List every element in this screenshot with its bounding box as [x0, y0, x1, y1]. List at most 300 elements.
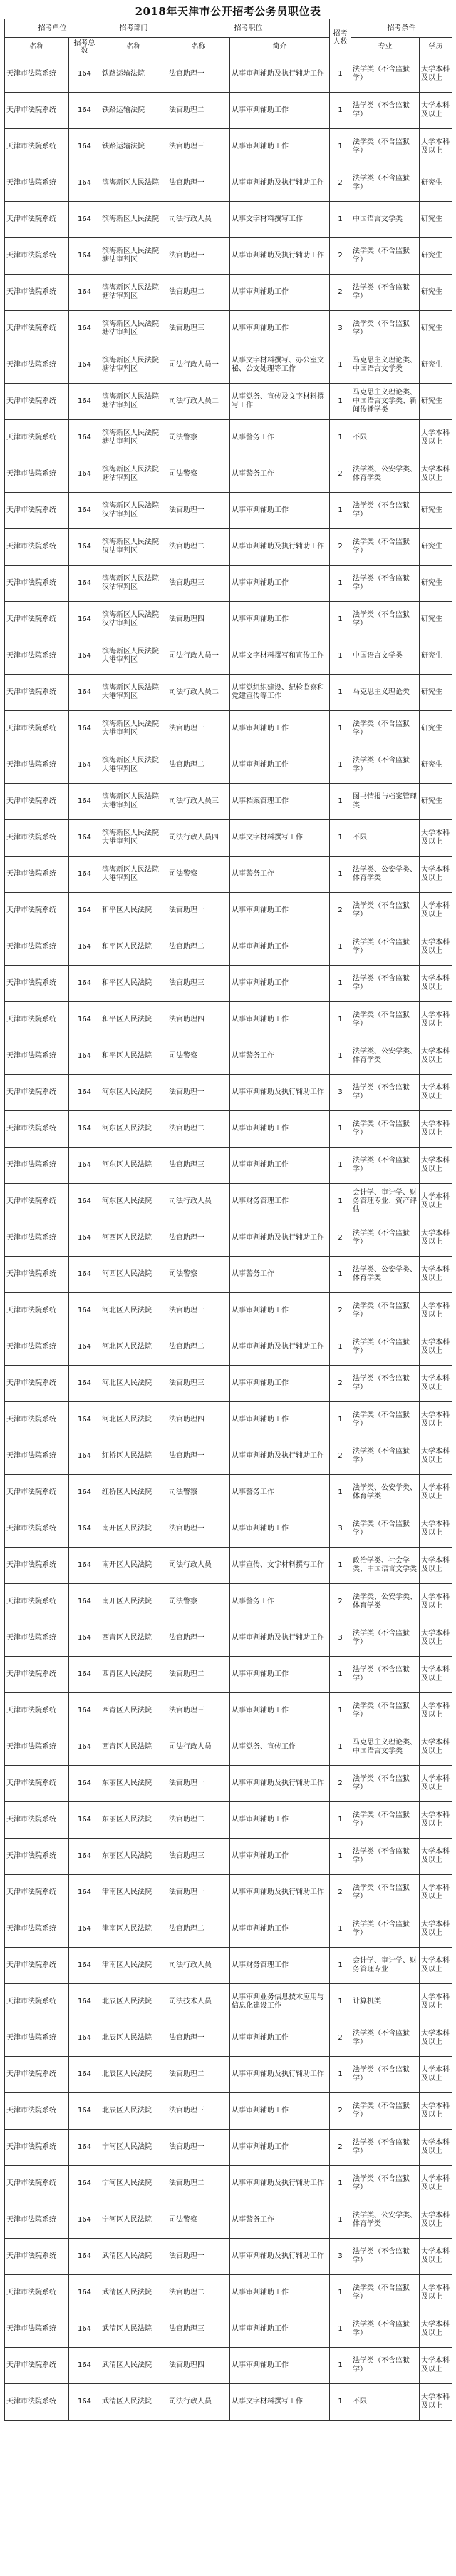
major-cell: 法学类、公安学类、体育学类 — [351, 1475, 420, 1511]
education-cell: 大学本科及以上 — [420, 129, 452, 165]
intro-cell: 从事审判辅助及执行辅助工作 — [230, 1875, 330, 1911]
education-cell: 研究生 — [420, 238, 452, 275]
total-cell: 164 — [69, 747, 100, 784]
count-cell: 2 — [330, 238, 351, 275]
intro-cell: 从事警务工作 — [230, 420, 330, 456]
table-row — [5, 566, 452, 602]
count-cell: 1 — [330, 857, 351, 893]
major-cell: 法学类（不含监狱学） — [351, 1075, 420, 1111]
education-cell: 大学本科及以上 — [420, 420, 452, 456]
table-row — [5, 493, 452, 529]
position-cell: 法官助理一 — [167, 1220, 230, 1257]
count-cell: 1 — [330, 93, 351, 129]
education-cell: 大学本科及以上 — [420, 2166, 452, 2202]
table-row — [5, 2239, 452, 2275]
major-cell: 法学类、公安学类、体育学类 — [351, 2202, 420, 2239]
education-cell: 研究生 — [420, 202, 452, 238]
education-cell: 大学本科及以上 — [420, 1693, 452, 1729]
major-cell: 法学类（不含监狱学） — [351, 2348, 420, 2384]
total-cell: 164 — [69, 493, 100, 529]
table-row — [5, 2057, 452, 2093]
table-row — [5, 1948, 452, 1984]
major-cell: 法学类（不含监狱学） — [351, 929, 420, 966]
intro-cell: 从事审判辅助工作 — [230, 493, 330, 529]
dept-cell: 和平区人民法院 — [100, 893, 167, 929]
unit-name-cell: 天津市法院系统 — [5, 929, 69, 966]
total-cell: 164 — [69, 602, 100, 638]
count-cell: 3 — [330, 1620, 351, 1657]
intro-cell: 从事审判辅助工作 — [230, 311, 330, 347]
dept-cell: 北辰区人民法院 — [100, 2057, 167, 2093]
count-cell: 3 — [330, 1075, 351, 1111]
intro-cell: 从事审判辅助工作 — [230, 1402, 330, 1438]
major-cell: 法学类（不含监狱学） — [351, 1875, 420, 1911]
total-cell: 164 — [69, 1948, 100, 1984]
dept-cell: 宁河区人民法院 — [100, 2130, 167, 2166]
position-cell: 司法行政人员 — [167, 1184, 230, 1220]
intro-cell: 从事审判辅助及执行辅助工作 — [230, 165, 330, 202]
unit-name-cell: 天津市法院系统 — [5, 384, 69, 420]
major-cell: 法学类（不含监狱学） — [351, 1220, 420, 1257]
count-cell: 2 — [330, 1438, 351, 1475]
dept-cell: 东丽区人民法院 — [100, 1802, 167, 1839]
unit-name-cell: 天津市法院系统 — [5, 311, 69, 347]
unit-name-cell: 天津市法院系统 — [5, 2166, 69, 2202]
unit-name-cell: 天津市法院系统 — [5, 1766, 69, 1802]
intro-cell: 从事审判辅助工作 — [230, 1657, 330, 1693]
position-cell: 法官助理一 — [167, 1511, 230, 1548]
total-cell: 164 — [69, 93, 100, 129]
unit-name-cell: 天津市法院系统 — [5, 1329, 69, 1366]
count-cell: 2 — [330, 456, 351, 493]
major-cell: 法学类（不含监狱学） — [351, 165, 420, 202]
total-cell: 164 — [69, 1839, 100, 1875]
intro-cell: 从事警务工作 — [230, 1257, 330, 1293]
unit-name-cell: 天津市法院系统 — [5, 1657, 69, 1693]
total-cell: 164 — [69, 1984, 100, 2020]
count-cell: 1 — [330, 1802, 351, 1839]
table-row — [5, 1511, 452, 1548]
table-row — [5, 857, 452, 893]
unit-name-cell: 天津市法院系统 — [5, 93, 69, 129]
count-cell: 2 — [330, 165, 351, 202]
intro-cell: 从事审判辅助工作 — [230, 893, 330, 929]
dept-cell: 滨海新区人民法院大港审判区 — [100, 820, 167, 857]
total-cell: 164 — [69, 1184, 100, 1220]
position-cell: 法官助理三 — [167, 129, 230, 165]
major-cell: 马克思主义理论类、中国语言文学类 — [351, 1729, 420, 1766]
education-cell: 大学本科及以上 — [420, 1038, 452, 1075]
table-row — [5, 1584, 452, 1620]
count-cell: 3 — [330, 2239, 351, 2275]
major-cell: 法学类（不含监狱学） — [351, 1002, 420, 1038]
education-cell: 大学本科及以上 — [420, 93, 452, 129]
position-cell: 司法行政人员 — [167, 2384, 230, 2421]
count-cell: 1 — [330, 347, 351, 384]
count-cell: 1 — [330, 711, 351, 747]
position-cell: 司法警察 — [167, 857, 230, 893]
position-cell: 法官助理二 — [167, 1802, 230, 1839]
table-row — [5, 1329, 452, 1366]
table-row — [5, 2020, 452, 2057]
intro-cell: 从事审判辅助工作 — [230, 566, 330, 602]
intro-cell: 从事审判辅助工作 — [230, 2311, 330, 2348]
intro-cell: 从事文字材料撰写工作 — [230, 820, 330, 857]
table-row — [5, 929, 452, 966]
dept-cell: 滨海新区人民法院大港审判区 — [100, 857, 167, 893]
position-cell: 司法警察 — [167, 2202, 230, 2239]
education-cell: 大学本科及以上 — [420, 857, 452, 893]
position-cell: 法官助理二 — [167, 747, 230, 784]
education-cell: 研究生 — [420, 784, 452, 820]
unit-name-cell: 天津市法院系统 — [5, 784, 69, 820]
table-row — [5, 1075, 452, 1111]
count-cell: 1 — [330, 384, 351, 420]
table-row — [5, 2348, 452, 2384]
education-cell: 大学本科及以上 — [420, 1839, 452, 1875]
count-cell: 1 — [330, 2348, 351, 2384]
count-cell: 1 — [330, 1002, 351, 1038]
total-cell: 164 — [69, 238, 100, 275]
intro-cell: 从事党务、宣传及文字材料撰写工作 — [230, 384, 330, 420]
intro-cell: 从事审判辅助工作 — [230, 602, 330, 638]
intro-cell: 从事审判辅助及执行辅助工作 — [230, 529, 330, 566]
dept-cell: 武清区人民法院 — [100, 2384, 167, 2421]
major-cell: 法学类（不含监狱学） — [351, 2166, 420, 2202]
dept-cell: 宁河区人民法院 — [100, 2166, 167, 2202]
education-cell: 研究生 — [420, 384, 452, 420]
education-cell: 大学本科及以上 — [420, 1620, 452, 1657]
count-cell: 1 — [330, 129, 351, 165]
intro-cell: 从事审判辅助工作 — [230, 1293, 330, 1329]
dept-cell: 滨海新区人民法院大港审判区 — [100, 747, 167, 784]
total-cell: 164 — [69, 966, 100, 1002]
unit-name-cell: 天津市法院系统 — [5, 675, 69, 711]
table-row — [5, 1002, 452, 1038]
position-cell: 法官助理一 — [167, 1075, 230, 1111]
table-body — [5, 56, 452, 2421]
total-cell: 164 — [69, 1620, 100, 1657]
position-cell: 司法行政人员四 — [167, 820, 230, 857]
intro-cell: 从事警务工作 — [230, 2202, 330, 2239]
intro-cell: 从事审判辅助工作 — [230, 129, 330, 165]
education-cell: 研究生 — [420, 165, 452, 202]
position-cell: 法官助理一 — [167, 1438, 230, 1475]
count-cell: 1 — [330, 1329, 351, 1366]
total-cell: 164 — [69, 202, 100, 238]
major-cell: 法学类（不含监狱学） — [351, 1511, 420, 1548]
education-cell: 大学本科及以上 — [420, 1438, 452, 1475]
count-cell: 2 — [330, 2020, 351, 2057]
total-cell: 164 — [69, 275, 100, 311]
dept-cell: 南开区人民法院 — [100, 1511, 167, 1548]
unit-name-cell: 天津市法院系统 — [5, 1839, 69, 1875]
education-cell: 研究生 — [420, 493, 452, 529]
dept-cell: 宁河区人民法院 — [100, 2202, 167, 2239]
dept-cell: 东丽区人民法院 — [100, 1839, 167, 1875]
position-cell: 法官助理一 — [167, 1620, 230, 1657]
intro-cell: 从事审判辅助及执行辅助工作 — [230, 2057, 330, 2093]
major-cell: 法学类（不含监狱学） — [351, 2130, 420, 2166]
unit-name-cell: 天津市法院系统 — [5, 1002, 69, 1038]
unit-name-cell: 天津市法院系统 — [5, 1402, 69, 1438]
position-cell: 法官助理三 — [167, 566, 230, 602]
header-row-group — [5, 19, 452, 38]
education-cell: 研究生 — [420, 347, 452, 384]
intro-cell: 从事审判辅助工作 — [230, 2130, 330, 2166]
intro-cell: 从事警务工作 — [230, 1038, 330, 1075]
total-cell: 164 — [69, 529, 100, 566]
total-cell: 164 — [69, 1402, 100, 1438]
unit-name-cell: 天津市法院系统 — [5, 1984, 69, 2020]
unit-name-cell: 天津市法院系统 — [5, 165, 69, 202]
total-cell: 164 — [69, 566, 100, 602]
table-row — [5, 1257, 452, 1293]
position-cell: 法官助理一 — [167, 893, 230, 929]
education-cell: 研究生 — [420, 311, 452, 347]
count-cell: 1 — [330, 1948, 351, 1984]
unit-name-cell: 天津市法院系统 — [5, 893, 69, 929]
education-cell: 大学本科及以上 — [420, 1802, 452, 1839]
intro-cell: 从事警务工作 — [230, 857, 330, 893]
position-cell: 司法行政人员 — [167, 1948, 230, 1984]
position-cell: 法官助理一 — [167, 1875, 230, 1911]
dept-cell: 红桥区人民法院 — [100, 1438, 167, 1475]
major-cell: 法学类（不含监狱学） — [351, 1839, 420, 1875]
count-cell: 1 — [330, 56, 351, 93]
intro-cell: 从事审判业务信息技术应用与信息化建设工作 — [230, 1984, 330, 2020]
major-cell: 法学类（不含监狱学） — [351, 566, 420, 602]
intro-cell: 从事警务工作 — [230, 456, 330, 493]
count-cell: 1 — [330, 1148, 351, 1184]
education-cell: 大学本科及以上 — [420, 1148, 452, 1184]
dept-cell: 河北区人民法院 — [100, 1293, 167, 1329]
intro-cell: 从事审判辅助工作 — [230, 1693, 330, 1729]
total-cell: 164 — [69, 893, 100, 929]
position-cell: 法官助理一 — [167, 56, 230, 93]
major-cell: 法学类（不含监狱学） — [351, 1111, 420, 1148]
table-row — [5, 2311, 452, 2348]
total-cell: 164 — [69, 784, 100, 820]
total-cell: 164 — [69, 1329, 100, 1366]
count-cell: 1 — [330, 2166, 351, 2202]
dept-cell: 和平区人民法院 — [100, 1038, 167, 1075]
dept-cell: 武清区人民法院 — [100, 2239, 167, 2275]
education-cell: 大学本科及以上 — [420, 1111, 452, 1148]
position-cell: 法官助理一 — [167, 2020, 230, 2057]
dept-cell: 滨海新区人民法院大港审判区 — [100, 784, 167, 820]
count-cell: 3 — [330, 311, 351, 347]
position-cell: 司法警察 — [167, 1038, 230, 1075]
major-cell: 法学类（不含监狱学） — [351, 275, 420, 311]
position-cell: 司法警察 — [167, 1475, 230, 1511]
dept-cell: 滨海新区人民法院大港审判区 — [100, 675, 167, 711]
dept-cell: 滨海新区人民法院 — [100, 202, 167, 238]
total-cell: 164 — [69, 1038, 100, 1075]
unit-name-cell: 天津市法院系统 — [5, 1693, 69, 1729]
count-cell: 1 — [330, 966, 351, 1002]
dept-cell: 河北区人民法院 — [100, 1366, 167, 1402]
intro-cell: 从事财务管理工作 — [230, 1184, 330, 1220]
position-cell: 法官助理三 — [167, 1693, 230, 1729]
dept-cell: 滨海新区人民法院塘沽审判区 — [100, 311, 167, 347]
position-cell: 法官助理三 — [167, 2093, 230, 2130]
position-cell: 法官助理四 — [167, 2348, 230, 2384]
count-cell: 1 — [330, 784, 351, 820]
intro-cell: 从事审判辅助工作 — [230, 711, 330, 747]
table-row — [5, 93, 452, 129]
intro-cell: 从事审判辅助工作 — [230, 1148, 330, 1184]
dept-cell: 武清区人民法院 — [100, 2275, 167, 2311]
table-row — [5, 1875, 452, 1911]
count-cell: 1 — [330, 1257, 351, 1293]
unit-name-cell: 天津市法院系统 — [5, 238, 69, 275]
position-cell: 司法警察 — [167, 456, 230, 493]
table-row — [5, 1475, 452, 1511]
unit-name-cell: 天津市法院系统 — [5, 1038, 69, 1075]
table-row — [5, 2166, 452, 2202]
dept-cell: 西青区人民法院 — [100, 1693, 167, 1729]
total-cell: 164 — [69, 1075, 100, 1111]
education-cell: 大学本科及以上 — [420, 1729, 452, 1766]
total-cell: 164 — [69, 2311, 100, 2348]
intro-cell: 从事审判辅助及执行辅助工作 — [230, 1620, 330, 1657]
major-cell: 法学类（不含监狱学） — [351, 1329, 420, 1366]
table-row — [5, 275, 452, 311]
major-cell: 法学类（不含监狱学） — [351, 2239, 420, 2275]
position-cell: 法官助理一 — [167, 1293, 230, 1329]
intro-cell: 从事审判辅助及执行辅助工作 — [230, 1766, 330, 1802]
table-row — [5, 820, 452, 857]
position-cell: 法官助理二 — [167, 929, 230, 966]
header-unit-name: 名称 — [5, 38, 69, 56]
count-cell: 1 — [330, 820, 351, 857]
unit-name-cell: 天津市法院系统 — [5, 1220, 69, 1257]
position-cell: 法官助理三 — [167, 311, 230, 347]
education-cell: 大学本科及以上 — [420, 1584, 452, 1620]
total-cell: 164 — [69, 1220, 100, 1257]
table-row — [5, 1402, 452, 1438]
dept-cell: 东丽区人民法院 — [100, 1766, 167, 1802]
unit-name-cell: 天津市法院系统 — [5, 2020, 69, 2057]
total-cell: 164 — [69, 857, 100, 893]
count-cell: 1 — [330, 202, 351, 238]
unit-name-cell: 天津市法院系统 — [5, 747, 69, 784]
position-cell: 法官助理三 — [167, 1148, 230, 1184]
total-cell: 164 — [69, 1584, 100, 1620]
table-row — [5, 893, 452, 929]
unit-name-cell: 天津市法院系统 — [5, 420, 69, 456]
table-row — [5, 1111, 452, 1148]
unit-name-cell: 天津市法院系统 — [5, 2348, 69, 2384]
unit-name-cell: 天津市法院系统 — [5, 1366, 69, 1402]
major-cell: 法学类、公安学类、体育学类 — [351, 857, 420, 893]
unit-name-cell: 天津市法院系统 — [5, 456, 69, 493]
intro-cell: 从事审判辅助工作 — [230, 1911, 330, 1948]
table-row — [5, 129, 452, 165]
table-row — [5, 784, 452, 820]
unit-name-cell: 天津市法院系统 — [5, 711, 69, 747]
position-cell: 法官助理一 — [167, 493, 230, 529]
total-cell: 164 — [69, 2384, 100, 2421]
major-cell: 法学类（不含监狱学） — [351, 129, 420, 165]
major-cell: 法学类（不含监狱学） — [351, 2057, 420, 2093]
table-row — [5, 1548, 452, 1584]
table-row — [5, 1438, 452, 1475]
unit-name-cell: 天津市法院系统 — [5, 1075, 69, 1111]
total-cell: 164 — [69, 1438, 100, 1475]
education-cell: 大学本科及以上 — [420, 1075, 452, 1111]
unit-name-cell: 天津市法院系统 — [5, 347, 69, 384]
total-cell: 164 — [69, 384, 100, 420]
dept-cell: 南开区人民法院 — [100, 1548, 167, 1584]
table-row — [5, 165, 452, 202]
table-row — [5, 456, 452, 493]
major-cell: 法学类（不含监狱学） — [351, 893, 420, 929]
dept-cell: 滨海新区人民法院塘沽审判区 — [100, 384, 167, 420]
position-cell: 司法行政人员 — [167, 1548, 230, 1584]
major-cell: 法学类（不含监狱学） — [351, 2275, 420, 2311]
intro-cell: 从事档案管理工作 — [230, 784, 330, 820]
education-cell: 研究生 — [420, 638, 452, 675]
position-cell: 法官助理二 — [167, 2057, 230, 2093]
unit-name-cell: 天津市法院系统 — [5, 529, 69, 566]
education-cell: 大学本科及以上 — [420, 2275, 452, 2311]
major-cell: 法学类（不含监狱学） — [351, 1620, 420, 1657]
position-cell: 法官助理二 — [167, 2275, 230, 2311]
education-cell: 大学本科及以上 — [420, 2384, 452, 2421]
page-title: 2018年天津市公开招考公务员职位表 — [135, 5, 321, 18]
dept-cell: 河东区人民法院 — [100, 1075, 167, 1111]
education-cell: 大学本科及以上 — [420, 1911, 452, 1948]
position-cell: 法官助理四 — [167, 602, 230, 638]
header-intro: 简介 — [230, 38, 330, 56]
dept-cell: 滨海新区人民法院 — [100, 165, 167, 202]
education-cell: 大学本科及以上 — [420, 1948, 452, 1984]
unit-name-cell: 天津市法院系统 — [5, 1511, 69, 1548]
education-cell: 大学本科及以上 — [420, 1002, 452, 1038]
major-cell: 法学类（不含监狱学） — [351, 2093, 420, 2130]
education-cell: 研究生 — [420, 275, 452, 311]
major-cell: 法学类（不含监狱学） — [351, 1766, 420, 1802]
total-cell: 164 — [69, 1511, 100, 1548]
intro-cell: 从事宣传、文字材料撰写工作 — [230, 1548, 330, 1584]
unit-name-cell: 天津市法院系统 — [5, 638, 69, 675]
table-row — [5, 2384, 452, 2421]
dept-cell: 和平区人民法院 — [100, 1002, 167, 1038]
unit-name-cell: 天津市法院系统 — [5, 1438, 69, 1475]
major-cell: 法学类（不含监狱学） — [351, 2020, 420, 2057]
intro-cell: 从事审判辅助及执行辅助工作 — [230, 1075, 330, 1111]
unit-name-cell: 天津市法院系统 — [5, 966, 69, 1002]
total-cell: 164 — [69, 2275, 100, 2311]
count-cell: 1 — [330, 566, 351, 602]
education-cell: 大学本科及以上 — [420, 1293, 452, 1329]
unit-name-cell: 天津市法院系统 — [5, 2057, 69, 2093]
major-cell: 法学类（不含监狱学） — [351, 1148, 420, 1184]
education-cell: 大学本科及以上 — [420, 1329, 452, 1366]
education-cell: 大学本科及以上 — [420, 893, 452, 929]
education-cell: 大学本科及以上 — [420, 1257, 452, 1293]
position-cell: 法官助理三 — [167, 1839, 230, 1875]
intro-cell: 从事文字材料撰写工作 — [230, 202, 330, 238]
education-cell: 大学本科及以上 — [420, 2202, 452, 2239]
total-cell: 164 — [69, 1766, 100, 1802]
count-cell: 2 — [330, 1584, 351, 1620]
unit-name-cell: 天津市法院系统 — [5, 820, 69, 857]
intro-cell: 从事文字材料撰写、办公室文秘、公文处理等工作 — [230, 347, 330, 384]
major-cell: 法学类（不含监狱学） — [351, 493, 420, 529]
